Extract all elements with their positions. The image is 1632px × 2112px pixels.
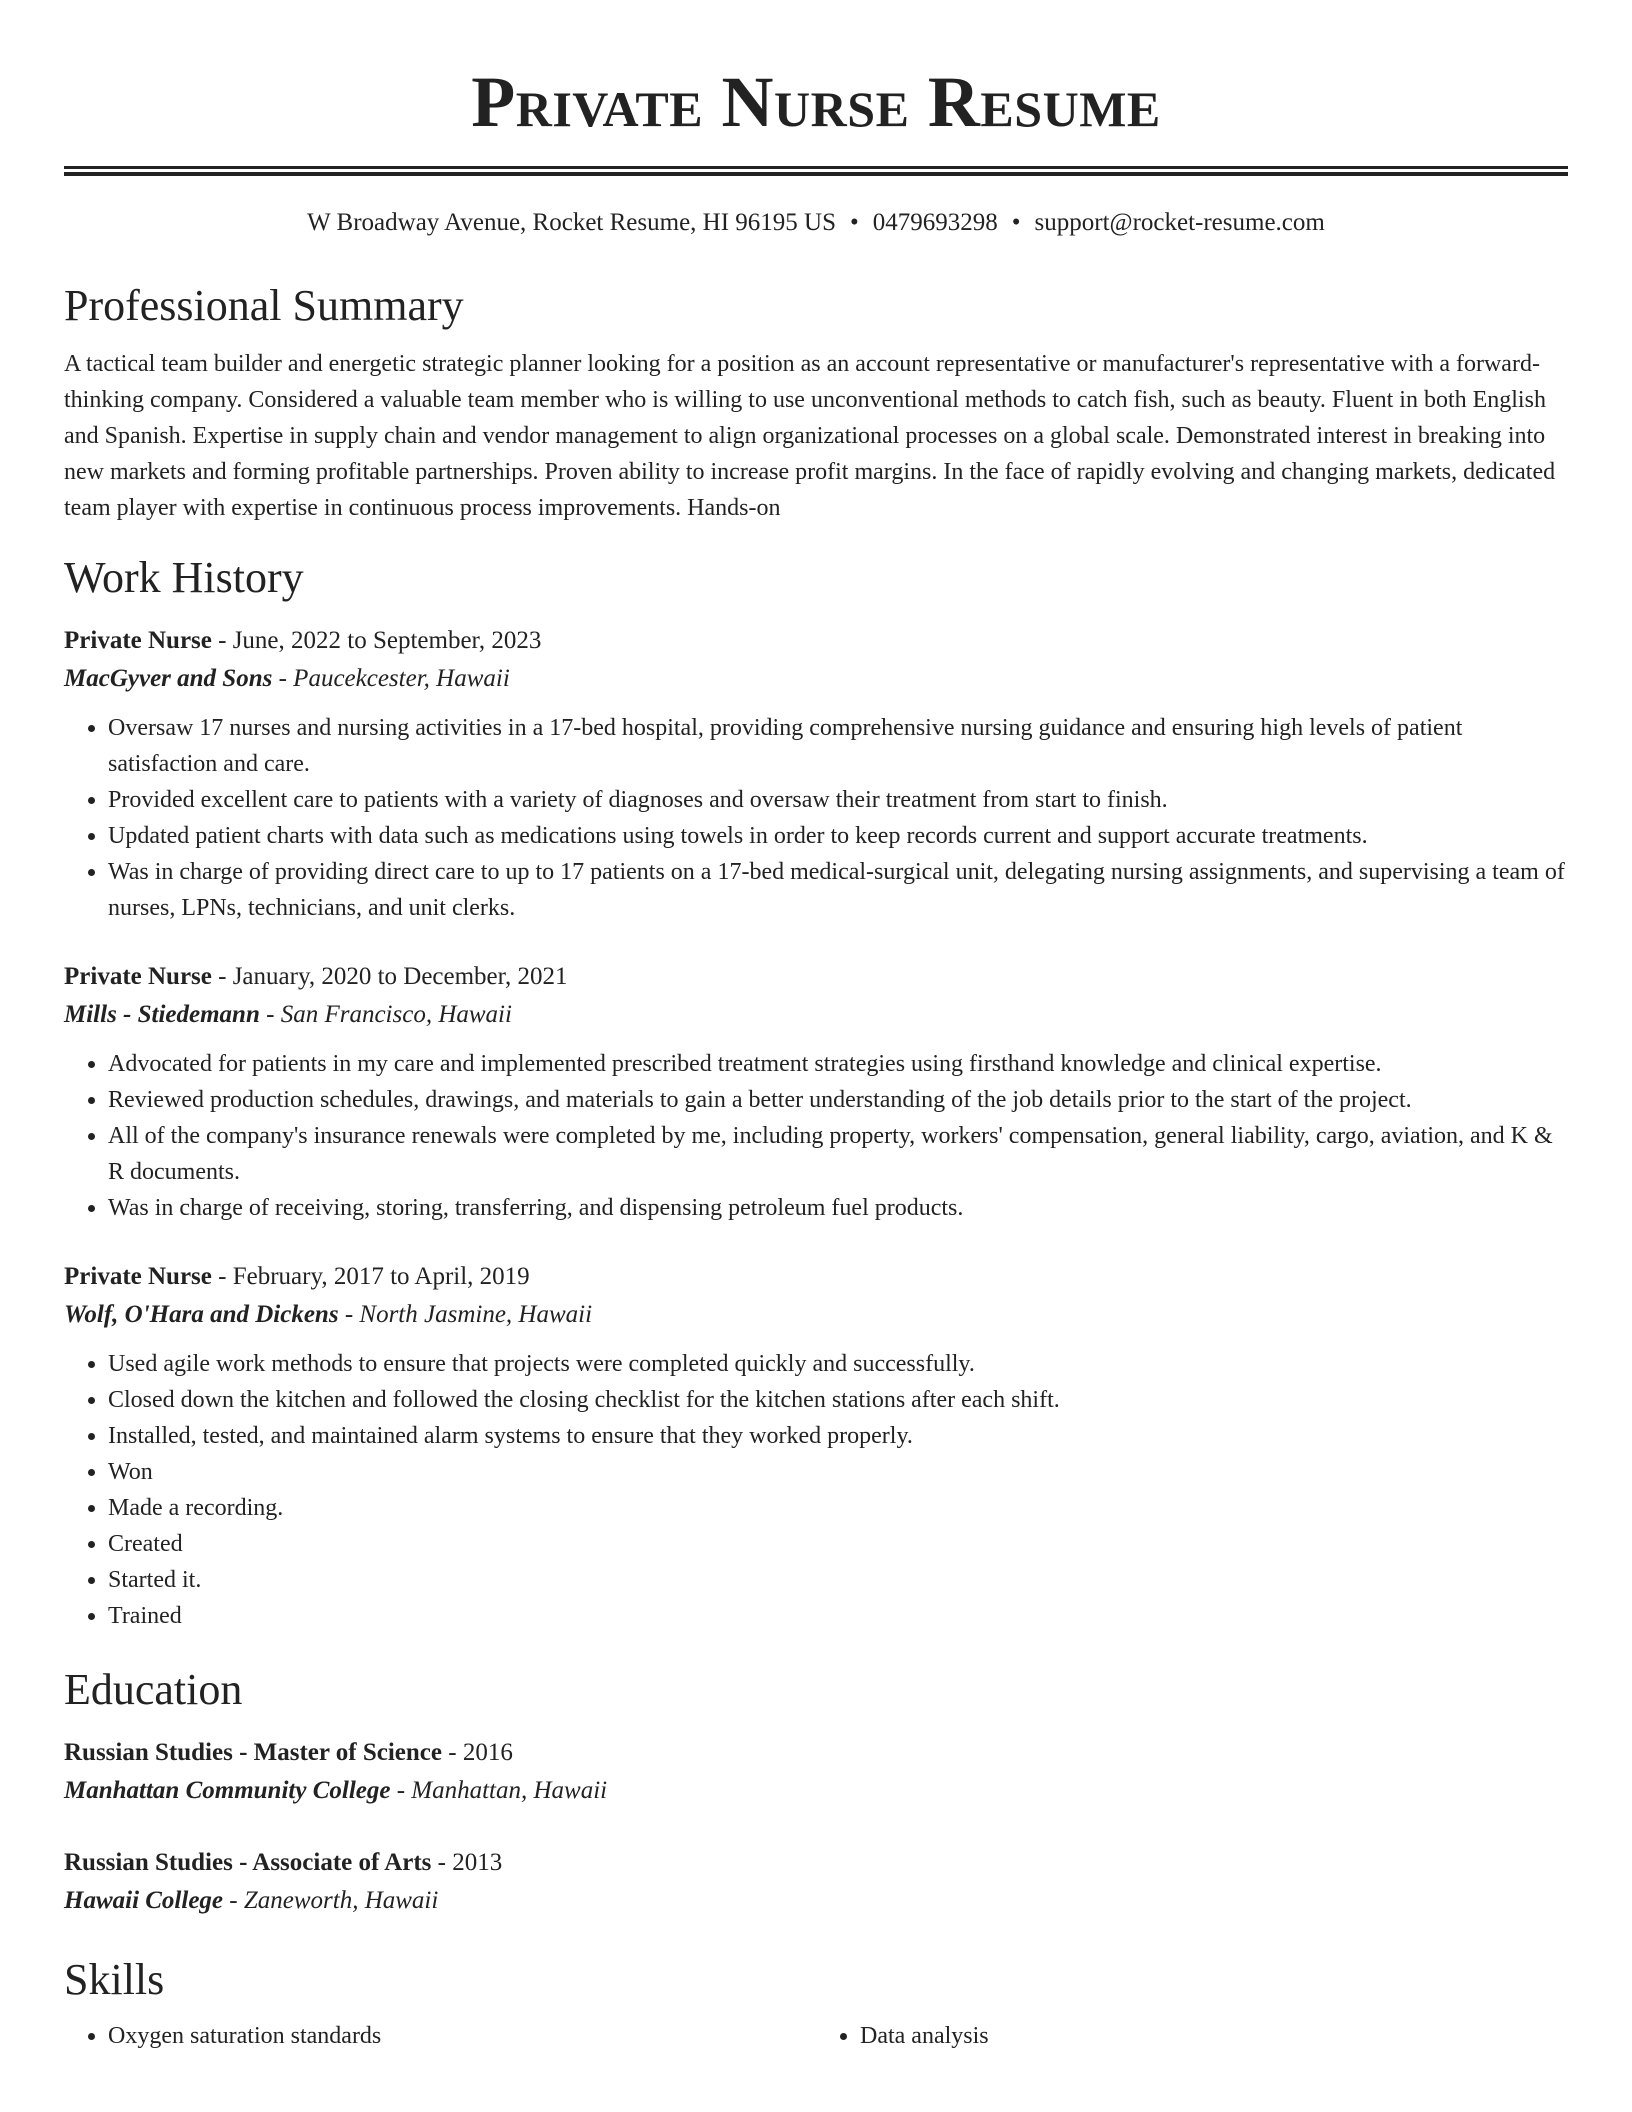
job-bullet: • Made a recording. [108, 1490, 1568, 1526]
education-heading: Education [64, 1665, 243, 1714]
education-school: Hawaii College [64, 1887, 224, 1914]
contact-phone: 0479693298 [872, 209, 998, 236]
job-bullet: • Started it. [108, 1562, 1568, 1598]
job-bullets [64, 1046, 1568, 1226]
education-entry [64, 1734, 1568, 1810]
contact-separator: • [850, 209, 859, 236]
job-entry [64, 958, 1568, 1226]
job-dates: - January, 2020 to December, 2021 [211, 963, 568, 990]
job-bullets [64, 1346, 1568, 1634]
education-school: Manhattan Community College [64, 1777, 391, 1804]
job-role: Private Nurse [64, 1263, 212, 1290]
job-location: - Paucekcester, Hawaii [272, 665, 510, 692]
job-bullet: • Trained [108, 1598, 1568, 1634]
job-bullet: • Used agile work methods to ensure that projects were completed quickly and successfully. [108, 1346, 1568, 1382]
education-degree: Russian Studies - Associate of Arts [64, 1849, 432, 1876]
job-dates: - June, 2022 to September, 2023 [211, 627, 542, 654]
title-double-rule [64, 166, 1568, 176]
job-role: Private Nurse [64, 627, 212, 654]
job-bullet: • All of the company's insurance renewals were completed by me, including property, workers' compensation, general liability, cargo, aviation, and K & R documents. [108, 1118, 1568, 1190]
summary-text: A tactical team builder and energetic strategic planner looking for a position as an account representative or manufacturer's representative with a forward-thinking company. Considered a valuable team member who is willing to use unconventional methods to catch fish, such as beauty. Fluent in both English and Spanish. Expertise in supply chain and vendor management to align organizational processes on a global scale. Demonstrated interest in breaking into new markets and forming profitable partnerships. Proven ability to increase profit margins. In the face of rapidly evolving and changing markets, dedicated team player with expertise in continuous process improvements. Hands-on [64, 351, 1556, 521]
work-history-heading: Work History [64, 553, 304, 602]
skill-item: • Oxygen saturation standards [108, 2018, 816, 2054]
contact-email: support@rocket-resume.com [1034, 209, 1325, 236]
job-bullet: • Created [108, 1526, 1568, 1562]
job-bullet: • Was in charge of receiving, storing, transferring, and dispensing petroleum fuel products. [108, 1190, 1568, 1226]
education-degree: Russian Studies - Master of Science [64, 1739, 443, 1766]
job-bullet: • Won [108, 1454, 1568, 1490]
job-bullet: • Provided excellent care to patients with a variety of diagnoses and oversaw their treatment from start to finish. [108, 782, 1568, 818]
education-entry [64, 1844, 1568, 1920]
job-bullet: • Advocated for patients in my care and implemented prescribed treatment strategies using firsthand knowledge and clinical expertise. [108, 1046, 1568, 1082]
job-bullet: • Was in charge of providing direct care to up to 17 patients on a 17-bed medical-surgical unit, delegating nursing assignments, and supervising a team of nurses, LPNs, technicians, and unit clerks. [108, 854, 1568, 926]
skills-heading: Skills [64, 1955, 165, 2004]
job-bullets [64, 710, 1568, 926]
skills-column-left [64, 2018, 816, 2054]
resume-title: Private Nurse Resume [471, 62, 1161, 142]
job-bullet: • Oversaw 17 nurses and nursing activities in a 17-bed hospital, providing comprehensive nursing guidance and ensuring high levels of patient satisfaction and care. [108, 710, 1568, 782]
education-year: - 2016 [442, 1739, 513, 1766]
education-year: - 2013 [431, 1849, 503, 1876]
skill-item: • Data analysis [860, 2018, 1568, 2054]
job-bullet: • Reviewed production schedules, drawings, and materials to gain a better understanding of the job details prior to the start of the project. [108, 1082, 1568, 1118]
job-entry [64, 622, 1568, 926]
education-location: - Manhattan, Hawaii [390, 1777, 608, 1804]
education-location: - Zaneworth, Hawaii [223, 1887, 439, 1914]
contact-address: W Broadway Avenue, Rocket Resume, HI 96195 US [307, 209, 837, 236]
skills-list [64, 2018, 1568, 2054]
job-company: Mills - Stiedemann [64, 1001, 260, 1028]
job-role: Private Nurse [64, 963, 212, 990]
summary-heading: Professional Summary [64, 281, 464, 330]
job-entry [64, 1258, 1568, 1634]
job-bullet: • Installed, tested, and maintained alarm systems to ensure that they worked properly. [108, 1418, 1568, 1454]
contact-line [64, 206, 1568, 240]
skills-column-right [816, 2018, 1568, 2054]
job-location: - North Jasmine, Hawaii [338, 1301, 593, 1328]
job-bullet: • Closed down the kitchen and followed the closing checklist for the kitchen stations after each shift. [108, 1382, 1568, 1418]
job-company: MacGyver and Sons [64, 665, 273, 692]
contact-separator: • [1011, 209, 1021, 236]
job-bullet: • Updated patient charts with data such as medications using towels in order to keep records current and support accurate treatments. [108, 818, 1568, 854]
job-company: Wolf, O'Hara and Dickens [64, 1301, 339, 1328]
job-dates: - February, 2017 to April, 2019 [211, 1263, 530, 1290]
job-location: - San Francisco, Hawaii [259, 1001, 512, 1028]
